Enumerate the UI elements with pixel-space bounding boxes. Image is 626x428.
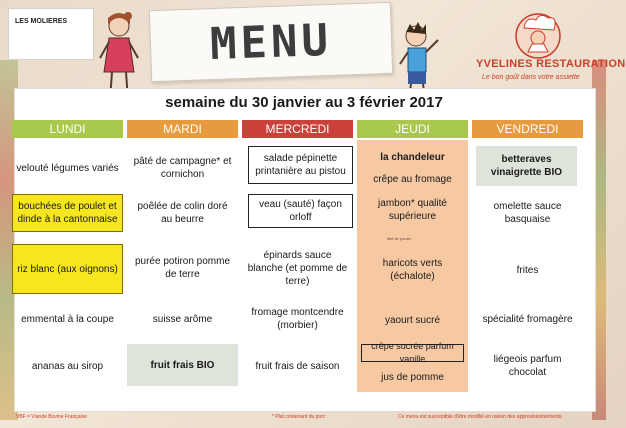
menu-item-boxed: crêpe sucrée parfum vanille <box>361 344 464 362</box>
day-header-mardi: MARDI <box>127 120 238 138</box>
day-header-vendredi: VENDREDI <box>472 120 583 138</box>
column-vendredi <box>472 140 583 392</box>
menu-item: omelette sauce basquaise <box>493 201 562 225</box>
menu-item: frites <box>516 264 539 276</box>
menu-item: purée potiron pomme de terre <box>134 256 231 280</box>
footnote-note: filet de poulet <box>387 236 411 241</box>
menu-item: yaourt sucré <box>384 314 441 326</box>
menu-item-highlighted: bouchées de poulet et dinde à la cantonnaise <box>12 194 123 232</box>
menu-item: fruit frais de saison <box>255 360 340 372</box>
footer-vbf-note: VBF = Viande Bovine Française <box>16 414 87 420</box>
menu-item: jus de pomme <box>381 371 444 383</box>
menu-item: pâté de campagne* et cornichon <box>133 156 232 180</box>
menu-item-boxed: veau (sauté) façon orloff <box>248 194 353 228</box>
menu-item: spécialité fromagère <box>482 313 573 325</box>
menu-item: suisse arôme <box>152 313 213 325</box>
menu-item-boxed: salade pépinette printanière au pistou <box>248 146 353 184</box>
menu-item-bio: fruit frais BIO <box>127 344 238 386</box>
event-title: la chandeleur <box>380 151 445 163</box>
menu-item: haricots verts (échalote) <box>382 258 443 282</box>
day-header-jeudi: JEUDI <box>357 120 468 138</box>
footer-change-note: Ce menu est susceptible d'être modifié en raison des approvisionnements. <box>398 414 563 420</box>
brand-slogan: Le bon goût dans votre assiette <box>482 74 580 81</box>
menu-item: crêpe au fromage <box>373 173 452 185</box>
school-name: LES MOLIERES <box>8 8 94 60</box>
menu-item: jambon* qualité supérieure <box>378 198 447 222</box>
day-header-lundi: LUNDI <box>12 120 123 138</box>
menu-item: épinards sauce blanche (et pomme de terre) <box>247 249 348 287</box>
menu-item: velouté légumes variés <box>16 162 119 174</box>
brand-name: YVELINES RESTAURATION <box>476 58 626 70</box>
column-mardi <box>127 140 238 392</box>
menu-item: liégeois parfum chocolat <box>493 354 562 378</box>
week-title: semaine du 30 janvier au 3 février 2017 <box>165 94 443 111</box>
menu-board <box>149 2 393 82</box>
day-header-mercredi: MERCREDI <box>242 120 353 138</box>
menu-item: poêlée de colin doré au beurre <box>137 201 228 225</box>
chef-icon <box>470 8 606 58</box>
menu-item: ananas au sirop <box>31 360 104 372</box>
column-lundi <box>12 140 123 392</box>
footer-pork-note: * Plat contenant du porc <box>272 414 326 420</box>
menu-item: emmental à la coupe <box>21 313 114 325</box>
menu-title: MENU <box>209 14 333 71</box>
brand-logo <box>470 8 626 96</box>
menu-item-highlighted: riz blanc (aux oignons) <box>12 244 123 294</box>
menu-item-bio: betteraves vinaigrette BIO <box>476 146 577 186</box>
menu-item: fromage montcendre (morbier) <box>251 307 344 331</box>
column-jeudi <box>357 140 468 392</box>
column-mercredi <box>242 140 353 392</box>
